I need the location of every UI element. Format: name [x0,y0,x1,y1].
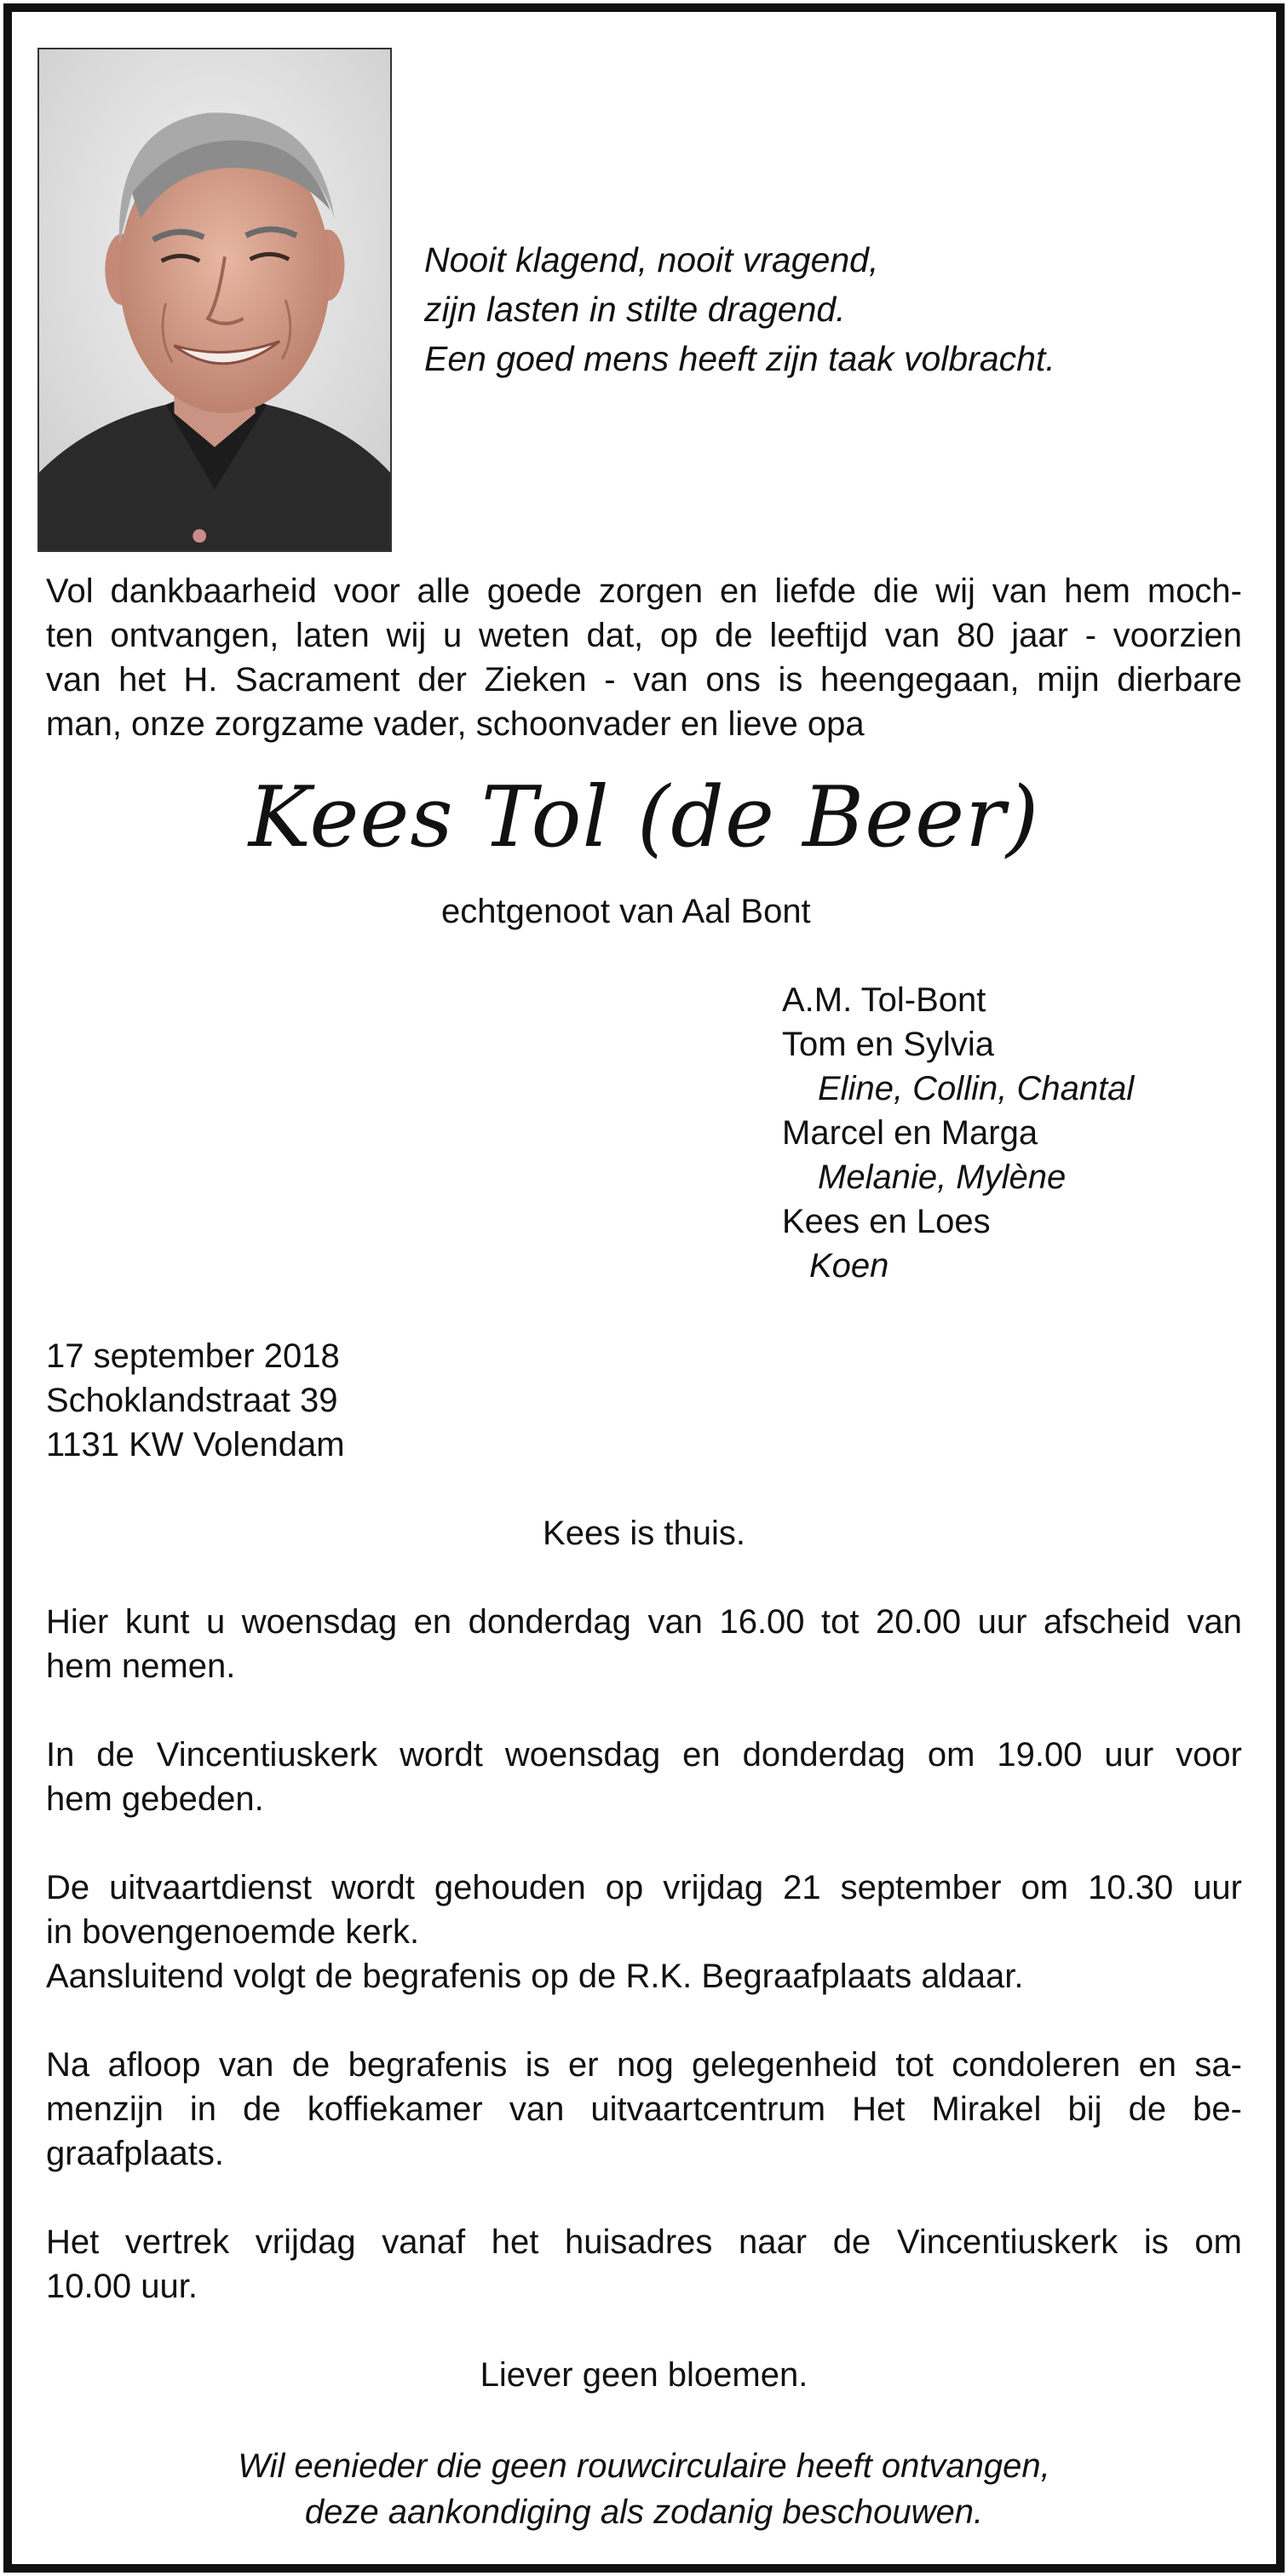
date-address [46,1334,345,1467]
family-member: Tom en Sylvia [782,1026,994,1063]
poem [424,235,1055,383]
family-member: A.M. Tol-Bont [782,981,986,1019]
prayer-line: hem gebeden. [46,1780,264,1818]
portrait-photo [37,48,392,552]
grandchildren: Melanie, Mylène [818,1159,1067,1196]
service-paragraph [46,1866,1242,1998]
departure-line: 10.00 uur. [46,2268,198,2305]
grandchildren: Koen [809,1247,889,1285]
service-line: in bovengenoemde kerk. [46,1913,420,1951]
deceased-name: Kees Tol (de Beer) [248,769,1040,866]
service-line: De uitvaartdienst wordt gehouden op vrijdag 21 september om 10.30 uur [46,1869,1242,1906]
street: Schoklandstraat 39 [46,1382,338,1419]
at-home-note: Kees is thuis. [543,1515,745,1552]
family-member: Marcel en Marga [782,1114,1038,1152]
intro-paragraph [46,569,1242,746]
poem-line: Een goed mens heeft zijn taak volbracht. [424,339,1055,378]
condolence-paragraph [46,2043,1242,2176]
condolence-line: graafplaats. [46,2135,225,2172]
closing-line: deze aankondiging als zodanig beschouwen. [304,2493,984,2531]
intro-line: van het H. Sacrament der Zieken - van ons is heengegaan, mijn dierbare [46,661,1242,699]
prayer-line: In de Vincentiuskerk wordt woensdag en donderdag om 19.00 uur voor [46,1736,1242,1774]
intro-line: Vol dankbaarheid voor alle goede zorgen en liefde die wij van hem moch- [46,572,1242,610]
condolence-line: Na afloop van de begrafenis is er nog gelegenheid tot condoleren en sa- [46,2046,1242,2084]
departure-paragraph [46,2220,1242,2309]
family-list [782,978,1134,1288]
intro-line: man, onze zorgzame vader, schoonvader en lieve opa [46,705,865,743]
poem-line: Nooit klagend, nooit vragend, [424,240,879,279]
condolence-line: menzijn in de koffiekamer van uitvaartcentrum Het Mirakel bij de be- [46,2090,1242,2128]
spouse-line: echtgenoot van Aal Bont [441,893,811,930]
date: 17 september 2018 [46,1337,340,1375]
departure-line: Het vertrek vrijdag vanaf het huisadres naar de Vincentiuskerk is om [46,2223,1242,2261]
intro-line: ten ontvangen, laten wij u weten dat, op de leeftijd van 80 jaar - voorzien [46,617,1242,654]
family-member: Kees en Loes [782,1203,991,1240]
visit-paragraph [46,1600,1242,1688]
grandchildren: Eline, Collin, Chantal [818,1070,1135,1107]
prayer-paragraph [46,1733,1242,1821]
visit-line: hem nemen. [46,1647,236,1685]
poem-line: zijn lasten in stilte dragend. [424,290,846,329]
burial-line: Aansluitend volgt de begrafenis op de R.K. Begraafplaats aldaar. [46,1958,1024,1995]
closing-note [0,2443,1288,2535]
visit-line: Hier kunt u woensdag en donderdag van 16.00 tot 20.00 uur afscheid van [46,1603,1242,1641]
closing-line: Wil eenieder die geen rouwcirculaire heeft ontvangen, [238,2447,1050,2485]
postal-city: 1131 KW Volendam [46,1426,345,1463]
no-flowers-note: Liever geen bloemen. [480,2356,808,2394]
